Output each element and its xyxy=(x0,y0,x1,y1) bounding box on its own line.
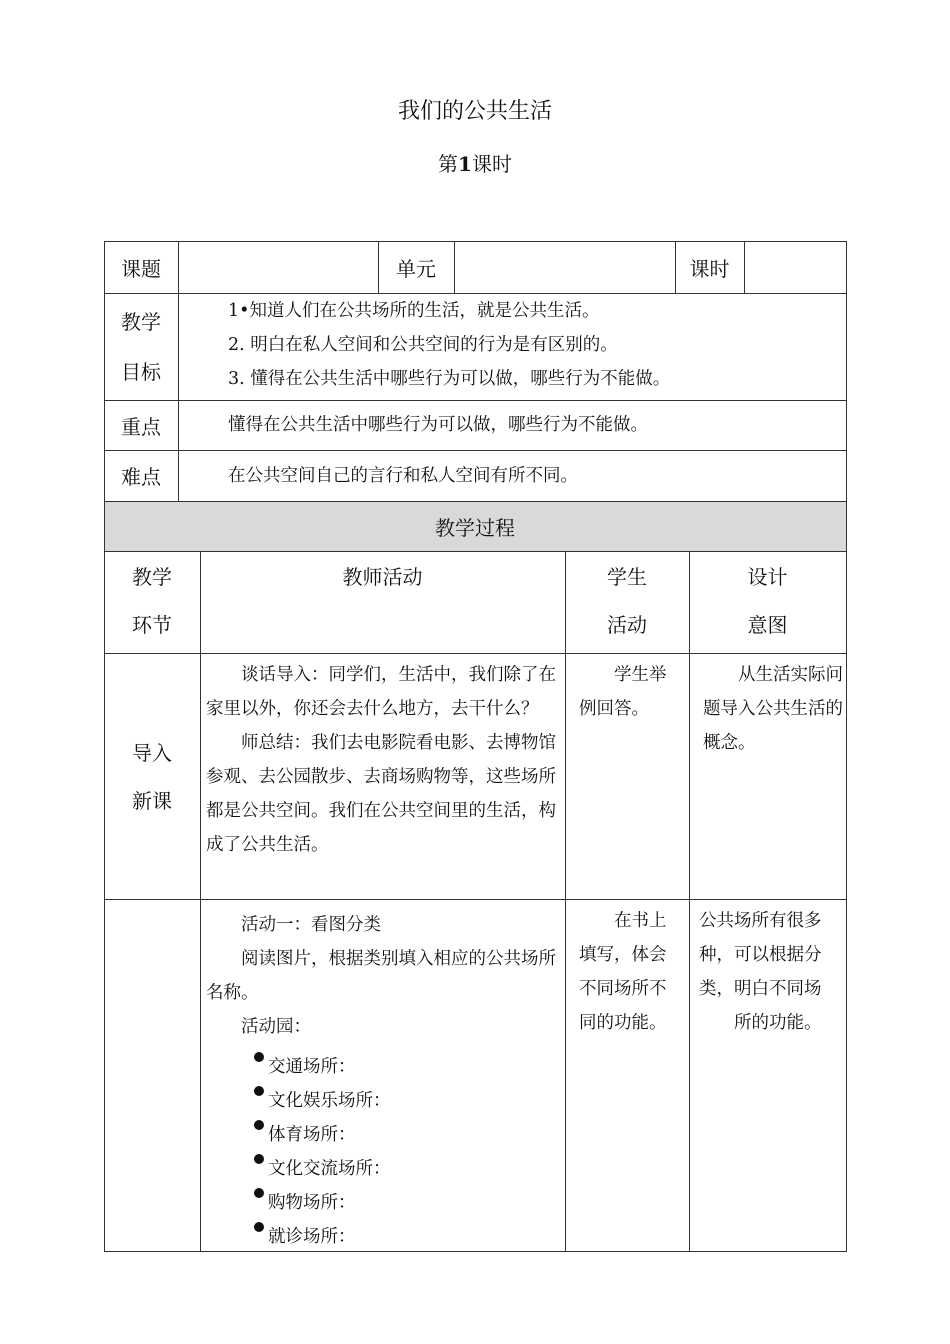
goal-item: 1•知道人们在公共场所的生活，就是公共生活。 xyxy=(228,301,600,321)
list-item xyxy=(254,1044,562,1078)
table-rule xyxy=(104,551,847,552)
stage-header xyxy=(104,553,200,649)
table-rule xyxy=(104,899,847,900)
topic-value xyxy=(178,241,378,293)
goals-label xyxy=(104,293,178,400)
row2-design-line: 所的功能。 xyxy=(734,1013,822,1033)
row1-teacher-intro: 谈话导入：同学们，生活中，我们除了在家里以外，你还会去什么地方，去干什么？ xyxy=(206,665,556,719)
bullet-icon xyxy=(254,1188,264,1198)
key-text: 懂得在公共生活中哪些行为可以做，哪些行为不能做。 xyxy=(228,415,648,435)
bullet-icon xyxy=(254,1052,264,1062)
table-rule xyxy=(104,450,847,451)
goal-item: 2. 明白在私人空间和公共空间的行为是有区别的。 xyxy=(228,335,618,355)
bullet-icon xyxy=(254,1222,264,1232)
design-header-line1: 设计 xyxy=(747,565,788,589)
student-header-line2: 活动 xyxy=(607,613,647,637)
teacher-header: 教师活动 xyxy=(342,565,423,589)
list-item xyxy=(254,1180,562,1214)
table-rule xyxy=(104,653,847,654)
list-item xyxy=(254,1112,562,1146)
row1-stage-line1: 导入 xyxy=(132,741,172,765)
goals-label-line1: 教学 xyxy=(121,310,161,334)
lesson-suffix: 课时 xyxy=(471,152,512,176)
activity-park-label: 活动园： xyxy=(241,1017,311,1037)
bullet-icon xyxy=(254,1086,264,1096)
row2-design-line: 公共场所有很多 xyxy=(699,911,822,931)
period-value xyxy=(744,241,846,293)
bullet-text: 购物场所： xyxy=(268,1193,356,1213)
key-label: 重点 xyxy=(121,414,161,439)
design-header xyxy=(689,553,846,649)
row1-teacher xyxy=(206,658,562,862)
student-header xyxy=(565,553,689,649)
document-title: 我们的公共生活 xyxy=(397,99,552,124)
list-item xyxy=(254,1214,562,1248)
unit-label: 单元 xyxy=(396,256,436,281)
unit-value xyxy=(454,241,675,293)
row1-stage-line2: 新课 xyxy=(132,789,172,813)
table-rule xyxy=(104,1251,847,1252)
lesson-subtitle xyxy=(0,148,950,177)
goals-label-line2: 目标 xyxy=(121,360,161,384)
table-rule xyxy=(846,241,847,1252)
difficulty-label: 难点 xyxy=(121,465,161,489)
stage-header-line2: 环节 xyxy=(132,613,172,637)
difficulty-text: 在公共空间自己的言行和私人空间有所不同。 xyxy=(228,466,578,486)
row1-stage xyxy=(104,729,200,825)
period-label: 课时 xyxy=(689,256,730,281)
process-heading: 教学过程 xyxy=(435,515,515,540)
design-header-line2: 意图 xyxy=(747,613,788,637)
row2-design-line: 种，可以根据分 xyxy=(699,945,822,965)
list-item xyxy=(254,1078,562,1112)
goal-item: 3. 懂得在公共生活中哪些行为可以做，哪些行为不能做。 xyxy=(228,369,671,389)
activity-instruction: 阅读图片，根据类别填入相应的公共场所名称。 xyxy=(206,949,556,1003)
bullet-text: 就诊场所： xyxy=(268,1227,356,1247)
bullet-text: 文化交流场所： xyxy=(268,1159,391,1179)
row1-teacher-summary: 师总结：我们去电影院看电影、去博物馆参观、去公园散步、去商场购物等，这些场所都是公共空间。我们在公共空间里的生活，构成了公共生活。 xyxy=(206,733,556,855)
bullet-text: 体育场所： xyxy=(268,1125,356,1145)
table-rule xyxy=(689,551,690,1252)
table-rule xyxy=(200,551,201,1252)
lesson-prefix: 第 xyxy=(438,152,459,176)
topic-label: 课题 xyxy=(121,256,161,281)
bullet-icon xyxy=(254,1120,264,1130)
lesson-number: 1 xyxy=(458,152,472,176)
stage-header-line1: 教学 xyxy=(132,565,172,589)
activity-title: 活动一：看图分类 xyxy=(241,915,381,935)
list-item xyxy=(254,1146,562,1180)
table-rule xyxy=(104,400,847,401)
bullet-list xyxy=(206,1044,562,1248)
row2-design-line: 类，明白不同场 xyxy=(699,979,822,999)
row2-student: 在书上填写，体会不同场所不同的功能。 xyxy=(579,911,667,1033)
bullet-text: 交通场所： xyxy=(268,1057,356,1077)
goals-list xyxy=(228,294,838,396)
table-rule xyxy=(565,551,566,1252)
bullet-text: 文化娱乐场所： xyxy=(268,1091,391,1111)
row1-design: 从生活实际问题导入公共生活的概念。 xyxy=(703,665,843,753)
row2-teacher xyxy=(206,908,562,1248)
bullet-icon xyxy=(254,1154,264,1164)
row1-student: 学生举例回答。 xyxy=(579,665,667,719)
row2-design xyxy=(699,904,844,1040)
student-header-line1: 学生 xyxy=(607,565,647,589)
